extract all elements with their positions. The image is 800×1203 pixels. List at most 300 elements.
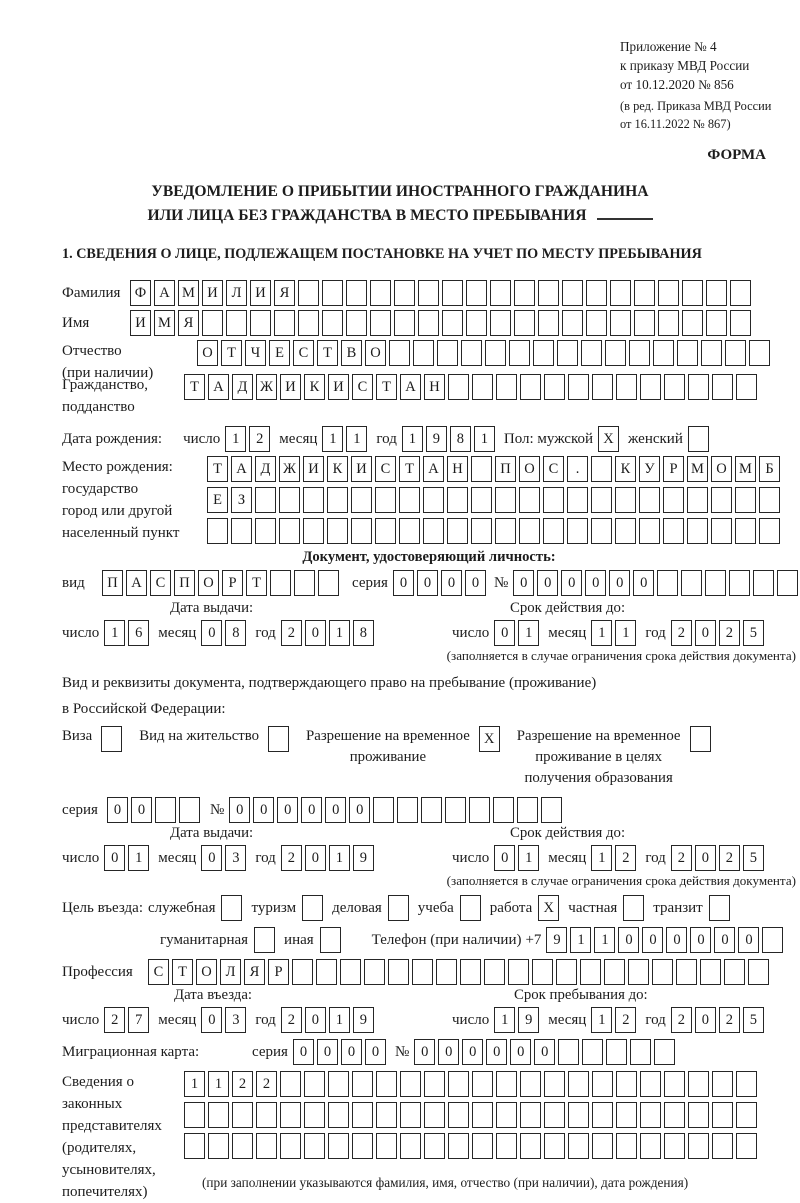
char-cell[interactable]	[448, 1133, 469, 1159]
char-cell[interactable]: О	[711, 456, 732, 482]
char-cell[interactable]	[538, 310, 559, 336]
char-cell[interactable]	[352, 1071, 373, 1097]
char-cell[interactable]	[628, 959, 649, 985]
char-cell[interactable]: Т	[317, 340, 338, 366]
char-cell[interactable]	[304, 1102, 325, 1128]
char-cell[interactable]	[735, 518, 756, 544]
char-cell[interactable]	[712, 1102, 733, 1128]
char-cell[interactable]: Р	[268, 959, 289, 985]
char-cell[interactable]	[413, 340, 434, 366]
char-cell[interactable]: 3	[225, 845, 246, 871]
char-cell[interactable]: А	[208, 374, 229, 400]
char-cell[interactable]	[424, 1071, 445, 1097]
char-cell[interactable]	[582, 1039, 603, 1065]
char-cell[interactable]	[533, 340, 554, 366]
char-cell[interactable]: Е	[207, 487, 228, 513]
char-cell[interactable]: 1	[329, 620, 350, 646]
char-cell[interactable]	[634, 310, 655, 336]
char-cell[interactable]	[663, 518, 684, 544]
char-cell[interactable]	[736, 1071, 757, 1097]
char-cell[interactable]	[606, 1039, 627, 1065]
char-cell[interactable]: 0	[695, 620, 716, 646]
char-cell[interactable]	[664, 1102, 685, 1128]
char-cell[interactable]: 1	[329, 845, 350, 871]
char-cell[interactable]	[544, 1102, 565, 1128]
char-cell[interactable]	[280, 1071, 301, 1097]
char-cell[interactable]	[424, 1133, 445, 1159]
char-cell[interactable]	[544, 374, 565, 400]
char-cell[interactable]	[466, 280, 487, 306]
char-cell[interactable]	[725, 340, 746, 366]
char-cell[interactable]: 0	[465, 570, 486, 596]
char-cell[interactable]	[208, 1102, 229, 1128]
char-cell[interactable]: О	[198, 570, 219, 596]
char-cell[interactable]: 2	[104, 1007, 125, 1033]
char-cell[interactable]	[748, 959, 769, 985]
char-cell[interactable]	[447, 518, 468, 544]
char-cell[interactable]	[231, 518, 252, 544]
char-cell[interactable]: К	[327, 456, 348, 482]
char-cell[interactable]	[610, 310, 631, 336]
char-cell[interactable]: 1	[402, 426, 423, 452]
char-cell[interactable]	[729, 570, 750, 596]
char-cell[interactable]	[375, 487, 396, 513]
char-cell[interactable]: Т	[399, 456, 420, 482]
char-cell[interactable]	[279, 487, 300, 513]
char-cell[interactable]: 2	[615, 845, 636, 871]
char-cell[interactable]	[615, 487, 636, 513]
char-cell[interactable]	[544, 1071, 565, 1097]
char-cell[interactable]	[520, 374, 541, 400]
char-cell[interactable]	[759, 518, 780, 544]
char-cell[interactable]: 9	[353, 845, 374, 871]
char-cell[interactable]	[630, 1039, 651, 1065]
char-cell[interactable]	[639, 487, 660, 513]
char-cell[interactable]: Ж	[256, 374, 277, 400]
char-cell[interactable]: 5	[743, 1007, 764, 1033]
char-cell[interactable]	[700, 959, 721, 985]
char-cell[interactable]	[412, 959, 433, 985]
char-cell[interactable]: 0	[494, 620, 515, 646]
char-cell[interactable]: 0	[365, 1039, 386, 1065]
char-cell[interactable]: 0	[305, 1007, 326, 1033]
char-cell[interactable]: 0	[441, 570, 462, 596]
char-cell[interactable]: X	[538, 895, 559, 921]
char-cell[interactable]	[592, 1071, 613, 1097]
char-cell[interactable]	[623, 895, 644, 921]
char-cell[interactable]	[351, 487, 372, 513]
char-cell[interactable]	[322, 280, 343, 306]
char-cell[interactable]: 0	[585, 570, 606, 596]
char-cell[interactable]	[280, 1133, 301, 1159]
char-cell[interactable]: 9	[518, 1007, 539, 1033]
char-cell[interactable]: 0	[414, 1039, 435, 1065]
char-cell[interactable]: О	[197, 340, 218, 366]
char-cell[interactable]: 1	[570, 927, 591, 953]
char-cell[interactable]	[184, 1133, 205, 1159]
char-cell[interactable]	[711, 487, 732, 513]
char-cell[interactable]	[688, 1071, 709, 1097]
char-cell[interactable]	[469, 797, 490, 823]
char-cell[interactable]: 0	[229, 797, 250, 823]
char-cell[interactable]: 1	[494, 1007, 515, 1033]
char-cell[interactable]: 2	[719, 845, 740, 871]
char-cell[interactable]: 8	[353, 620, 374, 646]
char-cell[interactable]	[658, 280, 679, 306]
char-cell[interactable]	[460, 895, 481, 921]
char-cell[interactable]	[471, 487, 492, 513]
char-cell[interactable]: 0	[325, 797, 346, 823]
char-cell[interactable]	[279, 518, 300, 544]
char-cell[interactable]	[490, 310, 511, 336]
char-cell[interactable]: 2	[671, 620, 692, 646]
char-cell[interactable]	[688, 374, 709, 400]
char-cell[interactable]	[346, 280, 367, 306]
char-cell[interactable]	[370, 280, 391, 306]
char-cell[interactable]: 1	[346, 426, 367, 452]
char-cell[interactable]	[436, 959, 457, 985]
char-cell[interactable]	[208, 1133, 229, 1159]
char-cell[interactable]: 0	[561, 570, 582, 596]
char-cell[interactable]: 0	[417, 570, 438, 596]
char-cell[interactable]: Ф	[130, 280, 151, 306]
char-cell[interactable]: И	[280, 374, 301, 400]
char-cell[interactable]	[709, 895, 730, 921]
char-cell[interactable]	[327, 487, 348, 513]
char-cell[interactable]	[616, 1133, 637, 1159]
char-cell[interactable]	[303, 487, 324, 513]
char-cell[interactable]: С	[543, 456, 564, 482]
char-cell[interactable]	[657, 570, 678, 596]
char-cell[interactable]	[759, 487, 780, 513]
char-cell[interactable]: 0	[537, 570, 558, 596]
char-cell[interactable]	[664, 374, 685, 400]
char-cell[interactable]	[538, 280, 559, 306]
char-cell[interactable]	[682, 280, 703, 306]
char-cell[interactable]: 0	[666, 927, 687, 953]
char-cell[interactable]	[376, 1133, 397, 1159]
char-cell[interactable]	[400, 1102, 421, 1128]
char-cell[interactable]: Д	[255, 456, 276, 482]
char-cell[interactable]	[394, 310, 415, 336]
char-cell[interactable]	[581, 340, 602, 366]
char-cell[interactable]	[328, 1133, 349, 1159]
char-cell[interactable]	[318, 570, 339, 596]
char-cell[interactable]	[610, 280, 631, 306]
char-cell[interactable]: 9	[546, 927, 567, 953]
char-cell[interactable]	[364, 959, 385, 985]
char-cell[interactable]	[640, 1071, 661, 1097]
char-cell[interactable]	[442, 310, 463, 336]
char-cell[interactable]	[664, 1071, 685, 1097]
char-cell[interactable]: М	[735, 456, 756, 482]
char-cell[interactable]	[676, 959, 697, 985]
char-cell[interactable]	[302, 895, 323, 921]
char-cell[interactable]	[495, 487, 516, 513]
char-cell[interactable]	[447, 487, 468, 513]
char-cell[interactable]: 0	[341, 1039, 362, 1065]
char-cell[interactable]	[517, 797, 538, 823]
char-cell[interactable]	[388, 895, 409, 921]
char-cell[interactable]	[568, 1102, 589, 1128]
char-cell[interactable]: М	[154, 310, 175, 336]
char-cell[interactable]: Т	[184, 374, 205, 400]
char-cell[interactable]: Т	[376, 374, 397, 400]
char-cell[interactable]	[682, 310, 703, 336]
char-cell[interactable]	[232, 1102, 253, 1128]
char-cell[interactable]: Т	[246, 570, 267, 596]
char-cell[interactable]	[541, 797, 562, 823]
char-cell[interactable]: 0	[293, 1039, 314, 1065]
char-cell[interactable]	[616, 1102, 637, 1128]
char-cell[interactable]: И	[328, 374, 349, 400]
char-cell[interactable]	[351, 518, 372, 544]
char-cell[interactable]	[493, 797, 514, 823]
char-cell[interactable]: Д	[232, 374, 253, 400]
char-cell[interactable]: 2	[719, 1007, 740, 1033]
char-cell[interactable]: А	[231, 456, 252, 482]
char-cell[interactable]: Ж	[279, 456, 300, 482]
char-cell[interactable]	[616, 1071, 637, 1097]
char-cell[interactable]	[591, 487, 612, 513]
char-cell[interactable]	[591, 518, 612, 544]
char-cell[interactable]: Б	[759, 456, 780, 482]
char-cell[interactable]	[485, 340, 506, 366]
char-cell[interactable]	[604, 959, 625, 985]
char-cell[interactable]	[736, 374, 757, 400]
char-cell[interactable]	[226, 310, 247, 336]
char-cell[interactable]: 0	[277, 797, 298, 823]
char-cell[interactable]	[461, 340, 482, 366]
char-cell[interactable]	[520, 1102, 541, 1128]
char-cell[interactable]	[298, 310, 319, 336]
char-cell[interactable]	[568, 1133, 589, 1159]
char-cell[interactable]	[328, 1071, 349, 1097]
char-cell[interactable]	[490, 280, 511, 306]
char-cell[interactable]	[580, 959, 601, 985]
char-cell[interactable]	[327, 518, 348, 544]
char-cell[interactable]	[418, 310, 439, 336]
char-cell[interactable]	[514, 280, 535, 306]
char-cell[interactable]	[687, 487, 708, 513]
char-cell[interactable]: 3	[225, 1007, 246, 1033]
char-cell[interactable]	[562, 310, 583, 336]
char-cell[interactable]	[711, 518, 732, 544]
char-cell[interactable]	[640, 1102, 661, 1128]
char-cell[interactable]	[423, 518, 444, 544]
char-cell[interactable]: И	[130, 310, 151, 336]
char-cell[interactable]: 2	[615, 1007, 636, 1033]
char-cell[interactable]	[705, 570, 726, 596]
char-cell[interactable]	[543, 487, 564, 513]
char-cell[interactable]: 1	[591, 845, 612, 871]
char-cell[interactable]: П	[102, 570, 123, 596]
char-cell[interactable]	[496, 1133, 517, 1159]
char-cell[interactable]: 2	[281, 845, 302, 871]
char-cell[interactable]: 0	[305, 845, 326, 871]
char-cell[interactable]: 8	[225, 620, 246, 646]
char-cell[interactable]: Т	[207, 456, 228, 482]
char-cell[interactable]	[514, 310, 535, 336]
char-cell[interactable]: 0	[738, 927, 759, 953]
char-cell[interactable]: 8	[450, 426, 471, 452]
char-cell[interactable]	[250, 310, 271, 336]
char-cell[interactable]	[399, 487, 420, 513]
char-cell[interactable]	[687, 518, 708, 544]
char-cell[interactable]	[423, 487, 444, 513]
char-cell[interactable]	[202, 310, 223, 336]
char-cell[interactable]: С	[293, 340, 314, 366]
char-cell[interactable]: 0	[642, 927, 663, 953]
char-cell[interactable]: 0	[510, 1039, 531, 1065]
char-cell[interactable]	[558, 1039, 579, 1065]
char-cell[interactable]	[496, 1071, 517, 1097]
char-cell[interactable]: И	[202, 280, 223, 306]
char-cell[interactable]	[777, 570, 798, 596]
char-cell[interactable]: У	[639, 456, 660, 482]
char-cell[interactable]: 1	[225, 426, 246, 452]
char-cell[interactable]	[424, 1102, 445, 1128]
char-cell[interactable]	[639, 518, 660, 544]
char-cell[interactable]	[207, 518, 228, 544]
char-cell[interactable]	[690, 726, 711, 752]
char-cell[interactable]	[370, 310, 391, 336]
char-cell[interactable]: С	[375, 456, 396, 482]
char-cell[interactable]: 0	[201, 620, 222, 646]
char-cell[interactable]: 0	[633, 570, 654, 596]
char-cell[interactable]	[653, 340, 674, 366]
char-cell[interactable]: И	[303, 456, 324, 482]
char-cell[interactable]: 1	[594, 927, 615, 953]
char-cell[interactable]	[254, 927, 275, 953]
char-cell[interactable]	[634, 280, 655, 306]
char-cell[interactable]: 0	[513, 570, 534, 596]
char-cell[interactable]	[437, 340, 458, 366]
char-cell[interactable]: Я	[178, 310, 199, 336]
char-cell[interactable]	[155, 797, 176, 823]
char-cell[interactable]: 0	[494, 845, 515, 871]
char-cell[interactable]: Т	[221, 340, 242, 366]
char-cell[interactable]: 0	[618, 927, 639, 953]
char-cell[interactable]: Н	[447, 456, 468, 482]
char-cell[interactable]: 0	[609, 570, 630, 596]
char-cell[interactable]: 7	[128, 1007, 149, 1033]
char-cell[interactable]	[568, 1071, 589, 1097]
char-cell[interactable]	[544, 1133, 565, 1159]
char-cell[interactable]	[736, 1133, 757, 1159]
char-cell[interactable]: 0	[695, 1007, 716, 1033]
char-cell[interactable]	[280, 1102, 301, 1128]
char-cell[interactable]	[519, 487, 540, 513]
char-cell[interactable]	[352, 1102, 373, 1128]
char-cell[interactable]: 0	[131, 797, 152, 823]
char-cell[interactable]	[304, 1133, 325, 1159]
char-cell[interactable]	[471, 518, 492, 544]
char-cell[interactable]	[400, 1071, 421, 1097]
char-cell[interactable]	[712, 1071, 733, 1097]
char-cell[interactable]	[268, 726, 289, 752]
char-cell[interactable]	[652, 959, 673, 985]
char-cell[interactable]: З	[231, 487, 252, 513]
char-cell[interactable]: 1	[474, 426, 495, 452]
char-cell[interactable]: О	[365, 340, 386, 366]
char-cell[interactable]	[221, 895, 242, 921]
char-cell[interactable]: X	[479, 726, 500, 752]
char-cell[interactable]	[484, 959, 505, 985]
char-cell[interactable]	[509, 340, 530, 366]
char-cell[interactable]	[730, 280, 751, 306]
char-cell[interactable]	[292, 959, 313, 985]
char-cell[interactable]: Н	[424, 374, 445, 400]
char-cell[interactable]: 2	[671, 845, 692, 871]
char-cell[interactable]: А	[154, 280, 175, 306]
char-cell[interactable]: .	[567, 456, 588, 482]
char-cell[interactable]	[472, 374, 493, 400]
char-cell[interactable]: 1	[518, 620, 539, 646]
char-cell[interactable]	[567, 518, 588, 544]
char-cell[interactable]	[255, 518, 276, 544]
char-cell[interactable]	[586, 310, 607, 336]
char-cell[interactable]: 2	[671, 1007, 692, 1033]
char-cell[interactable]	[586, 280, 607, 306]
char-cell[interactable]: И	[351, 456, 372, 482]
char-cell[interactable]	[753, 570, 774, 596]
char-cell[interactable]	[706, 280, 727, 306]
char-cell[interactable]	[442, 280, 463, 306]
char-cell[interactable]	[730, 310, 751, 336]
char-cell[interactable]: 9	[426, 426, 447, 452]
char-cell[interactable]: А	[423, 456, 444, 482]
char-cell[interactable]	[520, 1133, 541, 1159]
char-cell[interactable]	[340, 959, 361, 985]
char-cell[interactable]: 5	[743, 620, 764, 646]
char-cell[interactable]	[397, 797, 418, 823]
char-cell[interactable]	[373, 797, 394, 823]
char-cell[interactable]: 2	[249, 426, 270, 452]
char-cell[interactable]	[557, 340, 578, 366]
char-cell[interactable]: В	[341, 340, 362, 366]
char-cell[interactable]	[592, 1133, 613, 1159]
char-cell[interactable]: 1	[128, 845, 149, 871]
char-cell[interactable]: 2	[256, 1071, 277, 1097]
char-cell[interactable]	[448, 1071, 469, 1097]
char-cell[interactable]: Л	[226, 280, 247, 306]
char-cell[interactable]: 2	[281, 620, 302, 646]
char-cell[interactable]: 0	[534, 1039, 555, 1065]
char-cell[interactable]: Р	[222, 570, 243, 596]
char-cell[interactable]: 0	[201, 1007, 222, 1033]
char-cell[interactable]	[629, 340, 650, 366]
char-cell[interactable]	[471, 456, 492, 482]
char-cell[interactable]	[298, 280, 319, 306]
char-cell[interactable]	[352, 1133, 373, 1159]
char-cell[interactable]	[706, 310, 727, 336]
char-cell[interactable]	[592, 1102, 613, 1128]
char-cell[interactable]	[568, 374, 589, 400]
char-cell[interactable]	[712, 374, 733, 400]
char-cell[interactable]: Т	[172, 959, 193, 985]
char-cell[interactable]: 1	[322, 426, 343, 452]
char-cell[interactable]	[658, 310, 679, 336]
char-cell[interactable]: К	[304, 374, 325, 400]
char-cell[interactable]	[375, 518, 396, 544]
char-cell[interactable]	[616, 374, 637, 400]
char-cell[interactable]	[654, 1039, 675, 1065]
char-cell[interactable]	[388, 959, 409, 985]
char-cell[interactable]: 1	[184, 1071, 205, 1097]
char-cell[interactable]	[724, 959, 745, 985]
char-cell[interactable]	[749, 340, 770, 366]
